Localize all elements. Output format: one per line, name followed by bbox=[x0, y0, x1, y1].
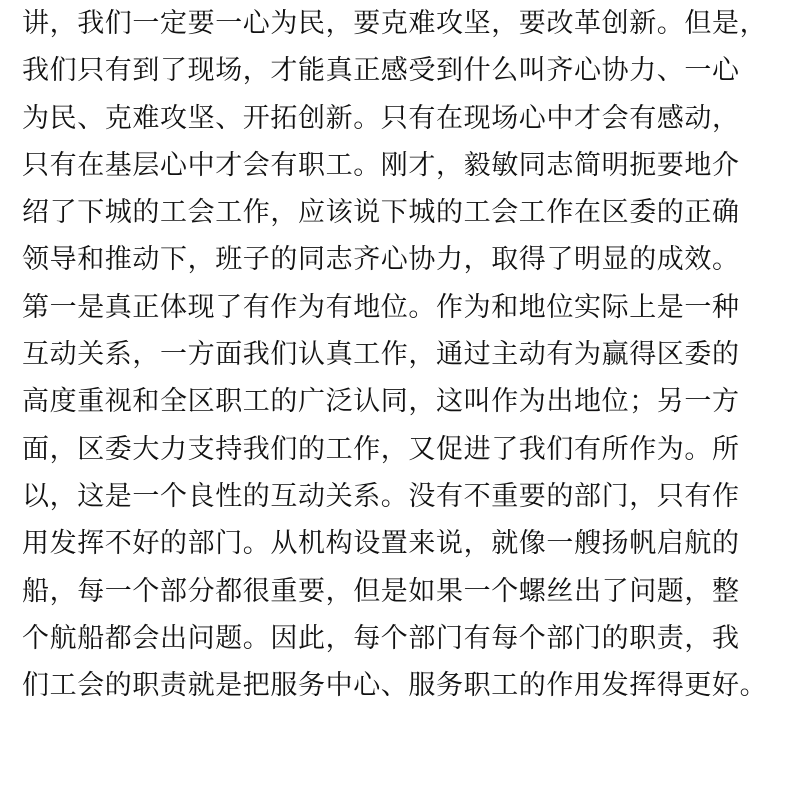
text-line-11: 以，这是一个良性的互动关系。没有不重要的部门，只有作 bbox=[22, 480, 740, 512]
body-text bbox=[22, 0, 792, 709]
text-line-13: 船，每一个部分都很重要，但是如果一个螺丝出了问题，整 bbox=[22, 575, 740, 607]
text-line-2: 我们只有到了现场，才能真正感受到什么叫齐心协力、一心 bbox=[22, 55, 740, 87]
text-line-12: 用发挥不好的部门。从机构设置来说，就像一艘扬帆启航的 bbox=[22, 528, 740, 560]
text-line-1: 讲，我们一定要一心为民，要克难攻坚，要改革创新。但是， bbox=[22, 8, 768, 39]
text-line-14: 个航船都会出问题。因此，每个部门有每个部门的职责，我 bbox=[22, 622, 740, 654]
text-line-10: 面，区委大力支持我们的工作，又促进了我们有所作为。所 bbox=[22, 433, 740, 465]
text-line-8: 互动关系，一方面我们认真工作，通过主动有为赢得区委的 bbox=[22, 339, 740, 371]
text-line-6: 领导和推动下，班子的同志齐心协力，取得了明显的成效。 bbox=[22, 244, 740, 276]
text-line-15: 们工会的职责就是把服务中心、服务职工的作用发挥得更好。 bbox=[22, 670, 768, 702]
text-line-9: 高度重视和全区职工的广泛认同，这叫作为出地位；另一方 bbox=[22, 386, 740, 418]
text-line-7: 第一是真正体现了有作为有地位。作为和地位实际上是一种 bbox=[22, 291, 740, 323]
text-line-5: 绍了下城的工会工作，应该说下城的工会工作在区委的正确 bbox=[22, 197, 740, 229]
text-line-3: 为民、克难攻坚、开拓创新。只有在现场心中才会有感动， bbox=[22, 102, 740, 134]
text-line-4: 只有在基层心中才会有职工。刚才，毅敏同志简明扼要地介 bbox=[22, 149, 740, 181]
